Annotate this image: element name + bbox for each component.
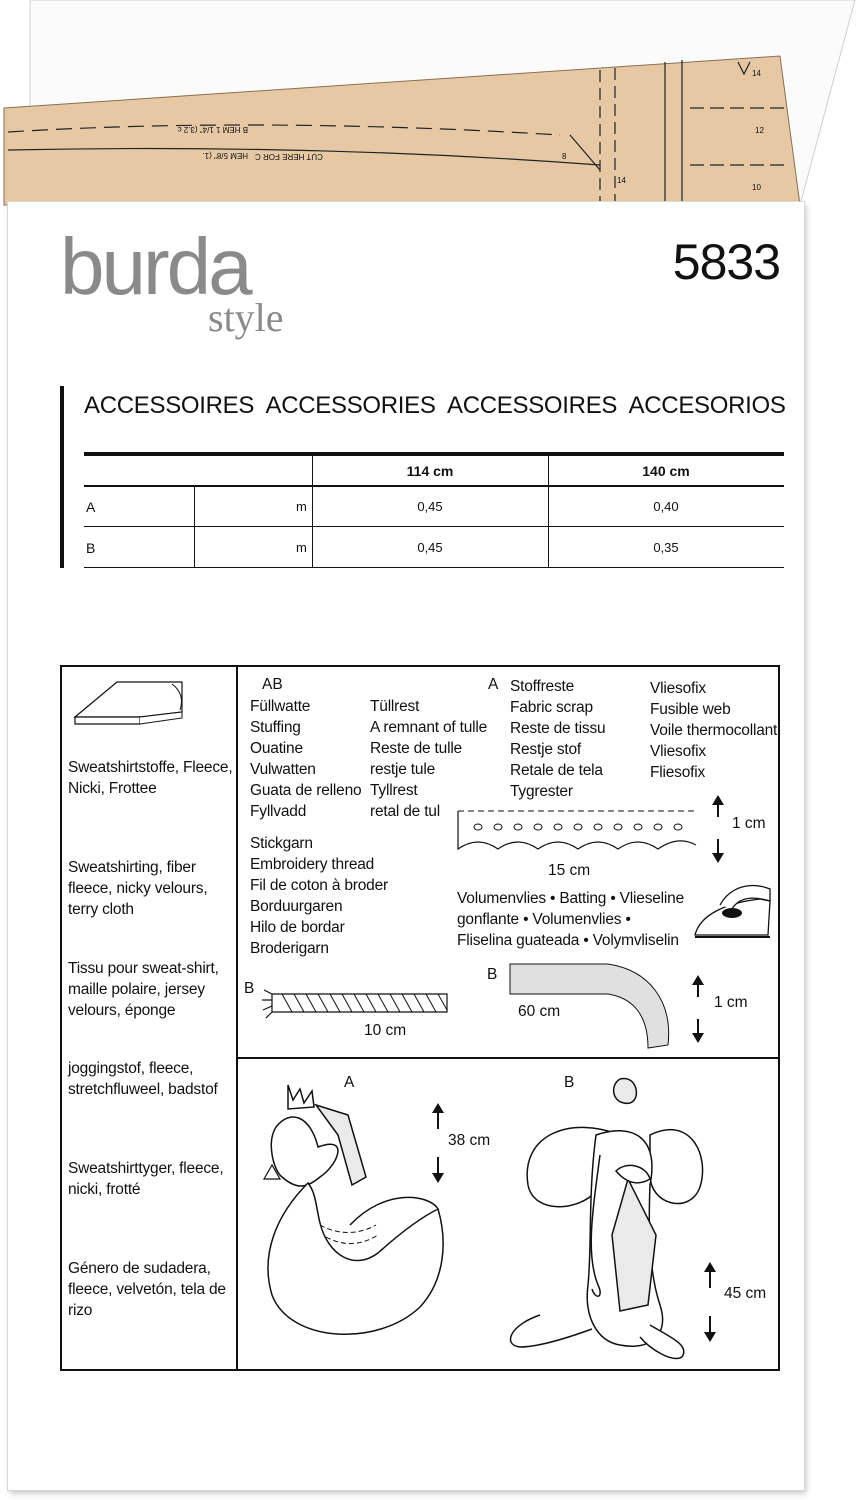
stuffing-de: Füllwatte xyxy=(250,698,311,715)
fabric-desc-en: Sweatshirting, fiber fleece, nicky velours, terry cloth xyxy=(68,859,208,918)
width-114: 114 cm xyxy=(406,463,454,479)
web-sv: Fliesofix xyxy=(650,764,706,781)
thread-fr: Fil de coton à broder xyxy=(250,877,388,894)
stuffing-nl: Vulwatten xyxy=(250,761,316,778)
thread-en: Embroidery thread xyxy=(250,856,375,873)
lace-length: 15 cm xyxy=(548,862,591,879)
web-nl: Vliesofix xyxy=(650,743,706,760)
fabric-desc-fr: Tissu pour sweat-shirt, maille polaire, jersey velours, éponge xyxy=(68,960,219,1019)
tulle-nl: restje tule xyxy=(370,761,435,778)
logo-subtext: style xyxy=(208,295,284,340)
fabric-desc-sv: Sweatshirttyger, fleece, nicki, frotté xyxy=(68,1160,224,1198)
thread-de: Stickgarn xyxy=(250,835,313,852)
swan-height-arrow xyxy=(428,1103,448,1183)
notions-ab-label: AB xyxy=(262,676,283,693)
stuffing-sv: Fyllvadd xyxy=(250,803,307,820)
heading-fr: ACCESSOIRES xyxy=(447,392,618,419)
fabric-desc-nl: joggingstof, fleece, stretchfluweel, badstof xyxy=(68,1060,218,1098)
web-en: Fusible web xyxy=(650,701,731,718)
ribbon-width-arrow xyxy=(688,975,708,1045)
row-a-unit: m xyxy=(296,499,307,514)
width-140: 140 cm xyxy=(642,463,690,479)
stuffing-fr: Ouatine xyxy=(250,740,303,757)
heading-es: ACCESORIOS xyxy=(628,392,786,419)
burda-logo xyxy=(60,222,300,342)
row-b-view: B xyxy=(86,540,96,556)
scrap-fr: Reste de tissu xyxy=(510,720,606,737)
row-b-114: 0,45 xyxy=(417,540,443,555)
lace-height-arrow xyxy=(708,795,728,865)
ribbon-label: B xyxy=(487,966,498,983)
pattern-label-size-8: 8 xyxy=(562,152,567,161)
stuffing-en: Stuffing xyxy=(250,719,301,736)
elephant-height-arrow xyxy=(700,1262,720,1342)
pattern-label-size-12: 12 xyxy=(755,126,764,135)
scrap-es: Retale de tela xyxy=(510,762,603,779)
thread-list xyxy=(250,833,388,959)
notions-a-label: A xyxy=(488,676,499,693)
thread-es: Hilo de bordar xyxy=(250,919,345,936)
scrap-en: Fabric scrap xyxy=(510,699,593,716)
web-list xyxy=(650,678,777,783)
lace-height: 1 cm xyxy=(732,815,766,832)
pattern-label-hem-b: B HEM 1 1/4" (3.2 c xyxy=(177,125,248,134)
tulle-sv: Tyllrest xyxy=(370,782,418,799)
logo-text: burda xyxy=(60,222,250,311)
batting-list xyxy=(457,888,684,951)
view-a-label: A xyxy=(344,1074,355,1091)
thread-sv: Broderigarn xyxy=(250,940,329,957)
fabric-roll-icon xyxy=(72,672,187,727)
fabric-desc-es: Género de sudadera, fleece, velvetón, tela de rizo xyxy=(68,1260,226,1319)
row-a-114: 0,45 xyxy=(417,499,443,514)
batting-line-2: gonflante • Volumenvlies • xyxy=(457,911,631,928)
scrap-sv: Tygrester xyxy=(510,783,573,800)
row-b-140: 0,35 xyxy=(653,540,679,555)
pattern-label-size-10: 10 xyxy=(752,183,761,192)
tulle-de: Tüllrest xyxy=(370,698,420,715)
iron-icon xyxy=(690,875,780,945)
elephant-illustration xyxy=(500,1075,710,1365)
swan-height: 38 cm xyxy=(448,1132,491,1149)
row-a-140: 0,40 xyxy=(653,499,679,514)
row-b-unit: m xyxy=(296,540,307,555)
thread-nl: Borduurgaren xyxy=(250,898,343,915)
scrap-list xyxy=(510,676,605,802)
tulle-list xyxy=(370,696,487,822)
web-de: Vliesofix xyxy=(650,680,706,697)
scrap-nl: Restje stof xyxy=(510,741,582,758)
cord-label: B xyxy=(244,980,255,997)
ribbon-length: 60 cm xyxy=(518,1003,561,1020)
cord-illustration xyxy=(262,982,452,1022)
pattern-number: 5833 xyxy=(672,234,780,290)
ribbon-width: 1 cm xyxy=(714,994,748,1011)
heading-en: ACCESSORIES xyxy=(265,392,436,419)
tulle-en: A remnant of tulle xyxy=(370,719,488,736)
stuffing-es: Guata de relleno xyxy=(250,782,362,799)
batting-line-3: Fliselina guateada • Volymvliselin xyxy=(457,932,679,949)
stuffing-list xyxy=(250,696,361,822)
tulle-es: retal de tul xyxy=(370,803,440,820)
fabric-desc-de: Sweatshirtstoffe, Fleece, Nicki, Frottee xyxy=(68,759,233,797)
batting-line-1: Volumenvlies • Batting • Vlieseline xyxy=(457,890,685,907)
pattern-label-size-14b: 14 xyxy=(617,176,626,185)
elephant-height: 45 cm xyxy=(724,1285,767,1302)
heading-rule xyxy=(60,386,64,568)
accessories-table xyxy=(84,452,784,570)
lace-trim-illustration xyxy=(456,805,706,855)
view-b-label: B xyxy=(564,1074,575,1091)
pattern-label-hem: HEM 5/8" (1. xyxy=(202,151,248,160)
row-a-view: A xyxy=(86,499,96,515)
heading-de: ACCESSOIRES xyxy=(84,392,255,419)
section-heading xyxy=(84,392,786,420)
cord-length: 10 cm xyxy=(364,1022,407,1039)
pattern-label-cut-here: CUT HERE FOR C xyxy=(255,152,323,161)
pattern-label-size-14: 14 xyxy=(752,69,761,78)
scrap-de: Stoffreste xyxy=(510,678,575,695)
tulle-fr: Reste de tulle xyxy=(370,740,462,757)
web-fr: Voile thermocollant xyxy=(650,722,778,739)
